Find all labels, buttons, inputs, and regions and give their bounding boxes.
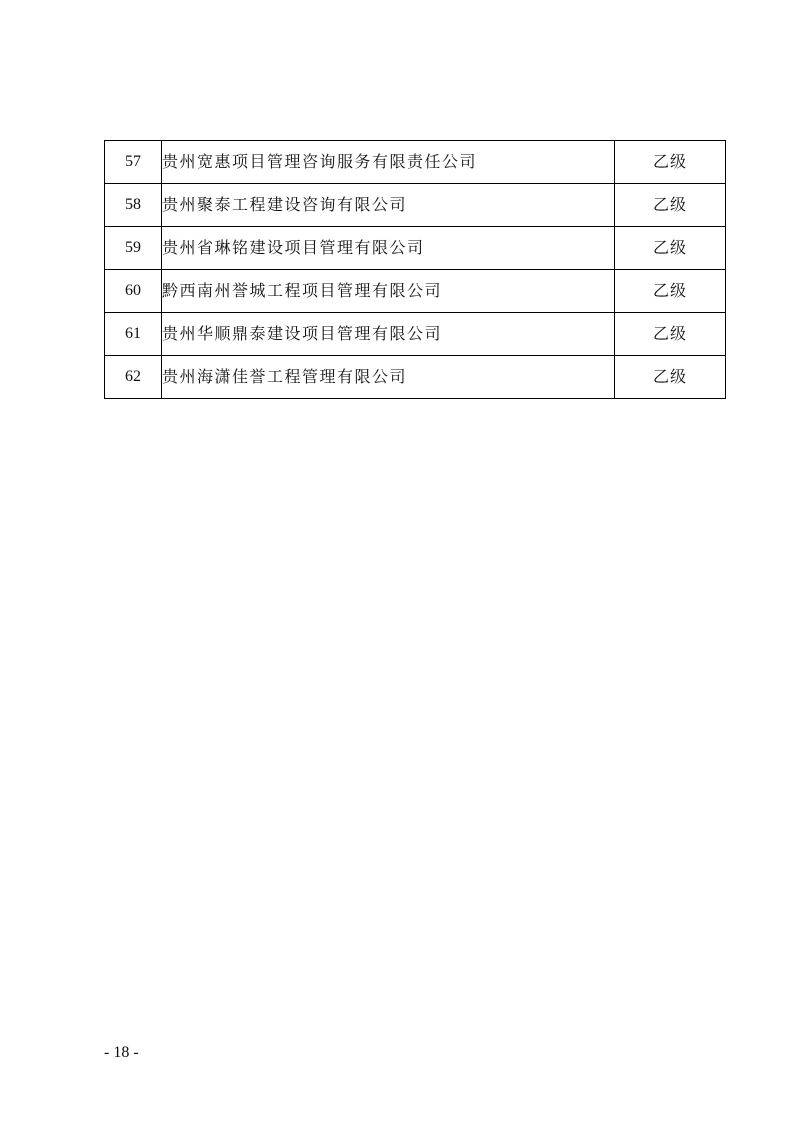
row-number: 57 [105, 141, 162, 184]
table-row [105, 141, 726, 184]
qualification-grade: 乙级 [615, 270, 726, 313]
company-name: 贵州华顺鼎泰建设项目管理有限公司 [162, 313, 615, 356]
qualification-grade: 乙级 [615, 227, 726, 270]
qualification-grade: 乙级 [615, 141, 726, 184]
table-row [105, 313, 726, 356]
qualification-grade: 乙级 [615, 356, 726, 399]
qualification-grade: 乙级 [615, 184, 726, 227]
row-number: 61 [105, 313, 162, 356]
company-name: 贵州海潇佳誉工程管理有限公司 [162, 356, 615, 399]
row-number: 58 [105, 184, 162, 227]
company-name: 贵州省琳铭建设项目管理有限公司 [162, 227, 615, 270]
row-number: 62 [105, 356, 162, 399]
company-name: 贵州聚泰工程建设咨询有限公司 [162, 184, 615, 227]
company-name: 黔西南州誉城工程项目管理有限公司 [162, 270, 615, 313]
table-row [105, 227, 726, 270]
table-row [105, 270, 726, 313]
company-name: 贵州宽惠项目管理咨询服务有限责任公司 [162, 141, 615, 184]
qualification-table [104, 140, 726, 399]
page-number: - 18 - [104, 1044, 139, 1061]
row-number: 59 [105, 227, 162, 270]
table-body [105, 141, 726, 399]
table-row [105, 356, 726, 399]
qualification-grade: 乙级 [615, 313, 726, 356]
table-row [105, 184, 726, 227]
row-number: 60 [105, 270, 162, 313]
